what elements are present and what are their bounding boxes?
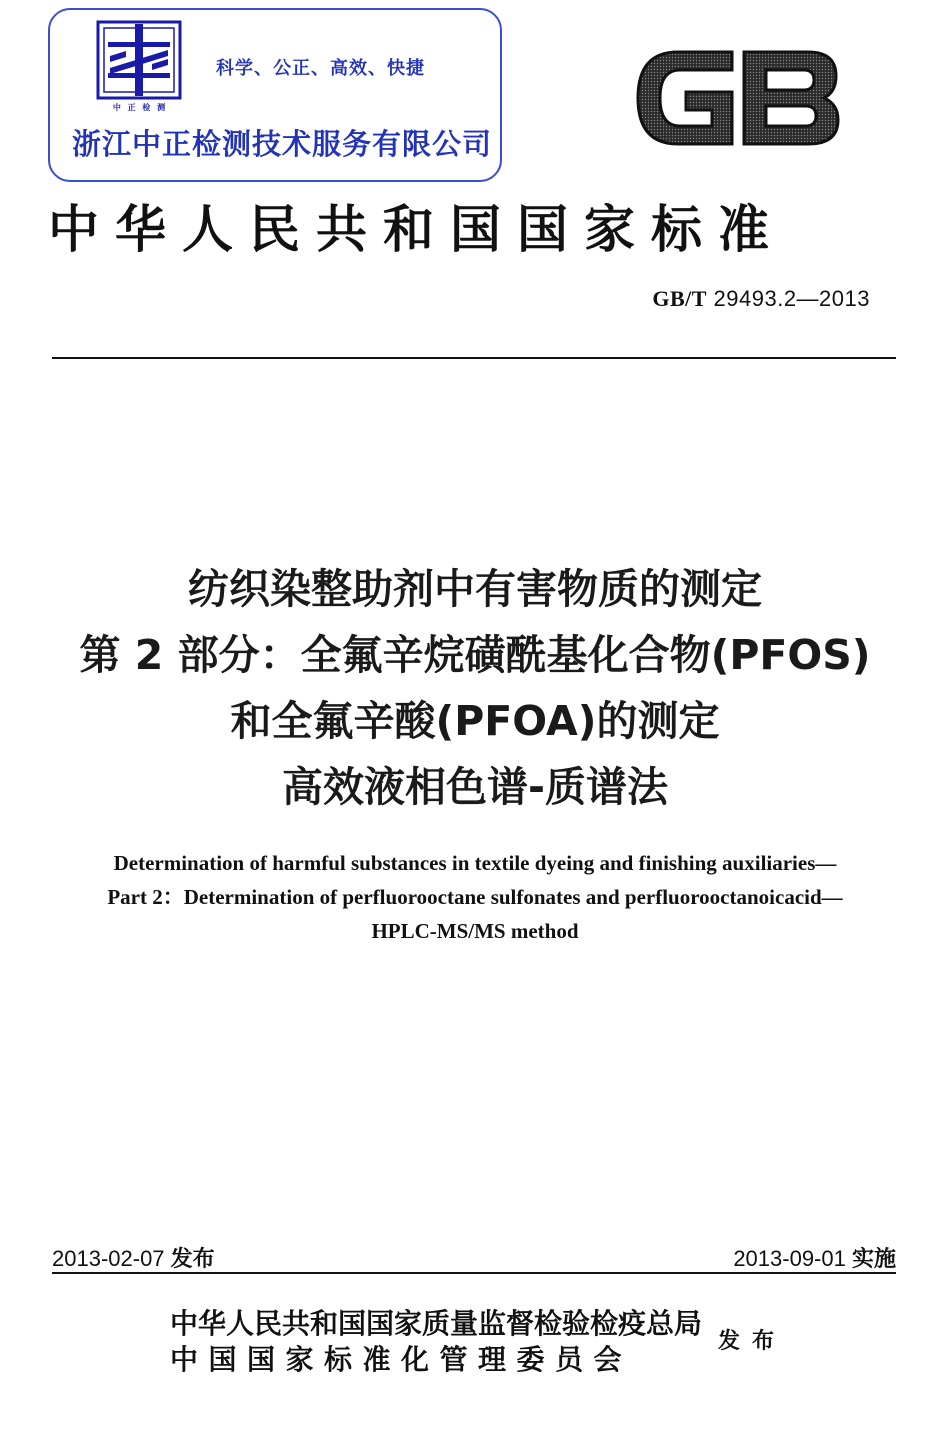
publish-label: 发布: [718, 1328, 787, 1354]
chinese-title-line-1: 纺织染整助剂中有害物质的测定: [188, 565, 762, 613]
implementation-date-value: 2013-09-01: [733, 1246, 846, 1271]
standard-code: GB/T: [652, 286, 707, 311]
chinese-title-line-3: 和全氟辛酸(PFOA)的测定: [230, 697, 720, 745]
bottom-divider: [52, 1272, 896, 1274]
issuer-line-2: 中国国家标准化管理委员会: [170, 1343, 633, 1376]
chinese-title-line-4: 高效液相色谱-质谱法: [281, 763, 668, 811]
english-title-line-3: HPLC-MS/MS method: [371, 919, 579, 943]
chinese-title: [0, 556, 950, 820]
logo-caption: 中 正 检 测: [112, 103, 168, 112]
standard-number: [652, 286, 870, 312]
issuer-line-1: 中华人民共和国国家质量监督检验检疫总局: [170, 1307, 703, 1340]
english-title-line-1: Determination of harmful substances in textile dyeing and finishing auxiliaries—: [113, 851, 837, 875]
national-standard-title: 中华人民共和国国家标准: [48, 200, 786, 260]
gb-logo-icon: [632, 44, 844, 152]
stamp-motto: 科学、公正、高效、快捷: [216, 58, 425, 79]
english-title-line-2: Part 2：Determination of perfluorooctane sulfonates and perfluorooctanoicacid—: [107, 885, 843, 909]
issuing-authorities: [170, 1306, 702, 1378]
zhongzheng-logo-icon: [96, 20, 182, 100]
top-divider: [52, 357, 896, 359]
company-stamp: [48, 8, 502, 182]
stamp-company-name: 浙江中正检测技术服务有限公司: [72, 127, 493, 161]
issue-date: [52, 1242, 215, 1273]
chinese-title-line-2: 第 2 部分：全氟辛烷磺酰基化合物(PFOS): [79, 631, 871, 679]
implementation-date-label: 实施: [851, 1247, 896, 1272]
implementation-date: [733, 1242, 896, 1273]
issue-date-label: 发布: [170, 1247, 215, 1272]
english-title: [0, 846, 950, 948]
issue-date-value: 2013-02-07: [52, 1246, 165, 1271]
standard-number-value: 29493.2—2013: [713, 286, 870, 311]
